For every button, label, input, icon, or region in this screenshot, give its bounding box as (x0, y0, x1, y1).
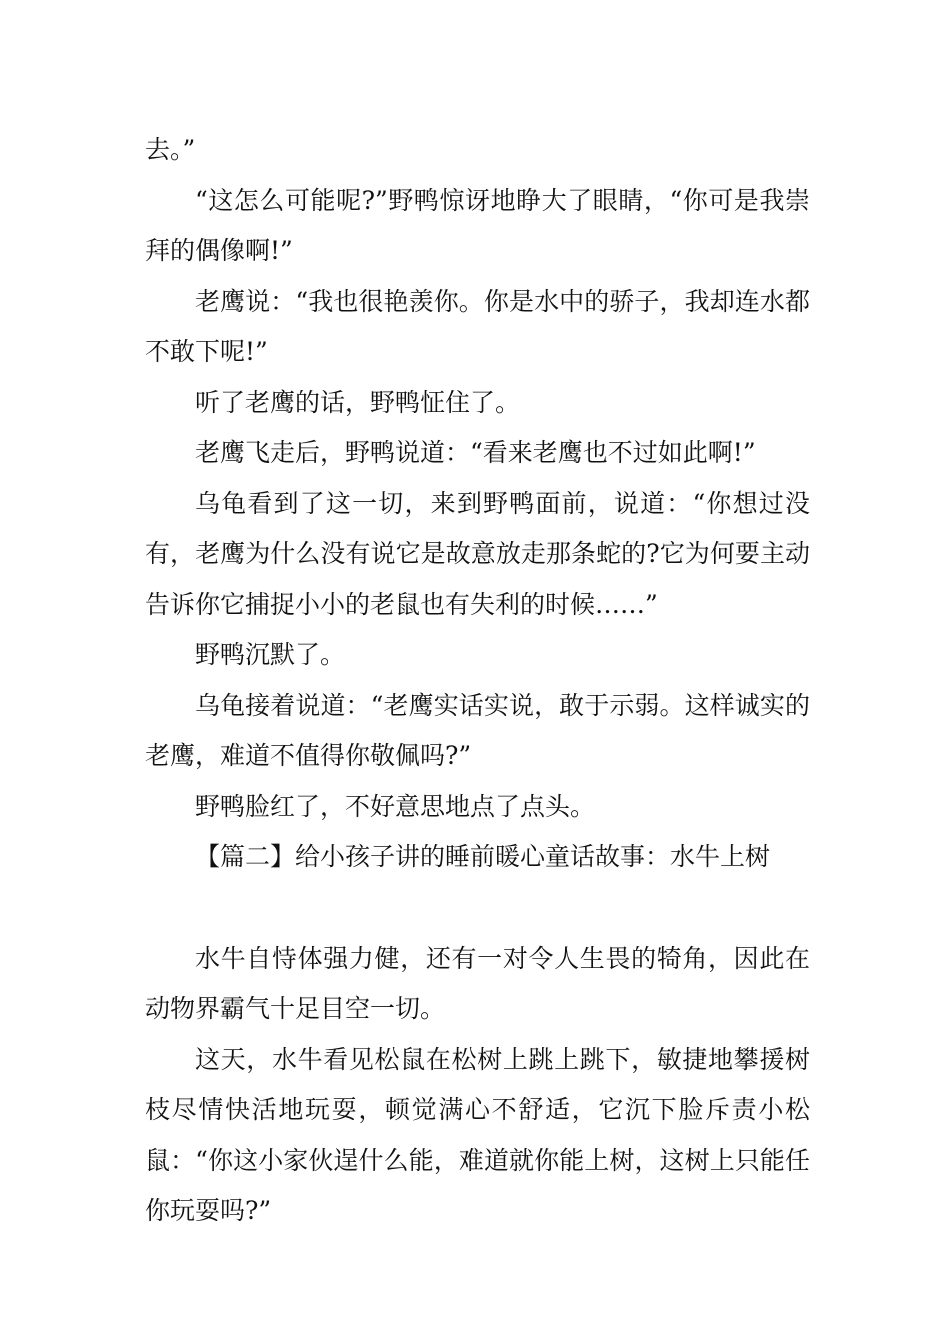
paragraph: “这怎么可能呢?”野鸭惊讶地睁大了眼睛，“你可是我崇拜的偶像啊!” (145, 185, 810, 265)
blank-line (145, 883, 810, 934)
paragraph: 野鸭沉默了。 (195, 640, 346, 669)
paragraph: 乌龟看到了这一切，来到野鸭面前，说道：“你想过没有，老鹰为什么没有说它是故意放走那条蛇的?它为何要主动告诉你它捕捉小小的老鼠也有失利的时候……” (145, 488, 810, 619)
paragraph: 野鸭脸红了，不好意思地点了点头。 (195, 791, 596, 821)
paragraph: 听了老鹰的话，野鸭怔住了。 (195, 387, 521, 417)
section-heading: 【篇二】给小孩子讲的睡前暖心童话故事：水牛上树 (195, 842, 771, 871)
document-page (145, 125, 810, 1237)
paragraph: 去。” (145, 135, 196, 164)
paragraph: 老鹰说：“我也很艳羡你。你是水中的骄子，我却连水都不敢下呢!” (145, 286, 810, 366)
paragraph: 乌龟接着说道：“老鹰实话实说，敢于示弱。这样诚实的老鹰，难道不值得你敬佩吗?” (145, 690, 810, 770)
paragraph: 这天，水牛看见松鼠在松树上跳上跳下，敏捷地攀援树枝尽情快活地玩耍，顿觉满心不舒适，它沉下脸斥责小松鼠：“你这小家伙逞什么能，难道就你能上树，这树上只能任你玩耍吗?” (145, 1044, 810, 1225)
paragraph: 水牛自恃体强力健，还有一对令人生畏的犄角，因此在动物界霸气十足目空一切。 (145, 943, 810, 1023)
paragraph: 老鹰飞走后，野鸭说道：“看来老鹰也不过如此啊!” (195, 438, 756, 467)
